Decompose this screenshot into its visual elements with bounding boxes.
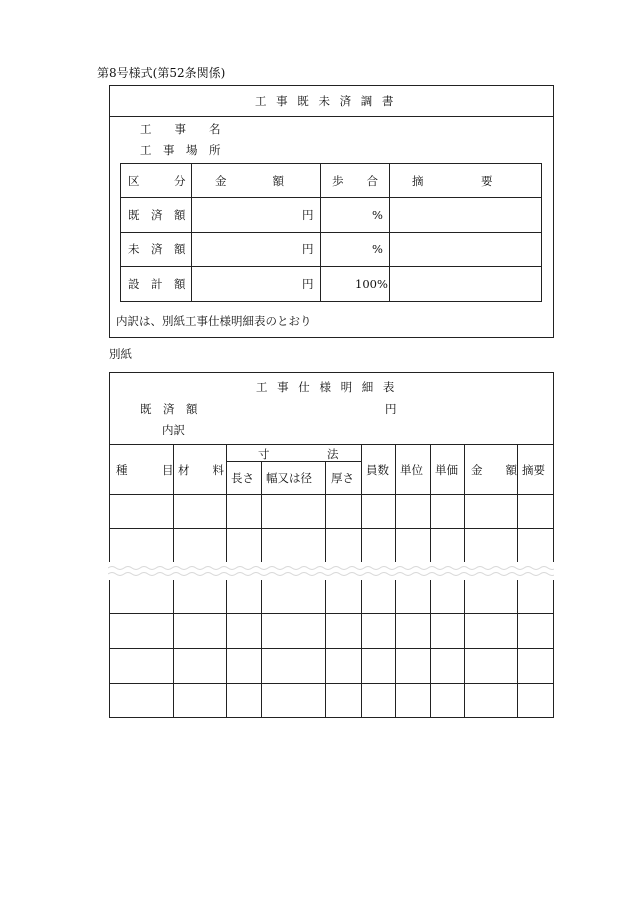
hdr-nagasa: 長さ xyxy=(231,471,254,485)
percent-value: % xyxy=(372,208,383,222)
hdr-shumoku: 種 目 xyxy=(116,463,174,477)
percent-value: 100% xyxy=(355,277,388,291)
sheet1-title: 工 事 既 未 済 調 書 xyxy=(255,94,397,108)
hdr-tanka: 単価 xyxy=(435,463,458,477)
breakdown-note: 内訳は、別紙工事仕様明細表のとおり xyxy=(116,314,312,328)
row-label: 設 計 額 xyxy=(128,277,186,291)
hdr-zairyo: 材 料 xyxy=(178,463,224,477)
sheet2-title: 工 事 仕 様 明 細 表 xyxy=(256,380,398,394)
percent-value: % xyxy=(372,242,383,256)
kisai-yen: 円 xyxy=(385,402,397,416)
attachment-label: 別紙 xyxy=(109,347,132,361)
kisai-label: 既 済 額 xyxy=(140,402,198,416)
col-kubun: 区 分 xyxy=(128,174,186,188)
omission-break xyxy=(108,562,554,580)
hdr-atsusa: 厚さ xyxy=(331,471,354,485)
yen-unit: 円 xyxy=(302,208,314,222)
hdr-tani: 単位 xyxy=(400,463,423,477)
col-buai: 歩 合 xyxy=(332,174,378,188)
hdr-insu: 員数 xyxy=(366,463,389,477)
col-tekiyo: 摘 要 xyxy=(412,174,493,188)
hdr-tekiyo: 摘要 xyxy=(522,463,545,477)
yen-unit: 円 xyxy=(302,277,314,291)
row-label: 既 済 額 xyxy=(128,208,186,222)
yen-unit: 円 xyxy=(302,242,314,256)
construction-name-label: 工 事 名 xyxy=(140,122,221,136)
row-label: 未 済 額 xyxy=(128,242,186,256)
hdr-haba: 幅又は径 xyxy=(266,471,312,485)
uchiwake-label: 内訳 xyxy=(162,423,185,437)
col-kingaku: 金 額 xyxy=(215,174,284,188)
form-header: 第8号様式(第52条関係) xyxy=(97,66,226,80)
construction-place-label: 工 事 場 所 xyxy=(140,143,221,157)
hdr-kingaku: 金 額 xyxy=(471,463,517,477)
hdr-sunpo: 寸 法 xyxy=(258,447,339,461)
